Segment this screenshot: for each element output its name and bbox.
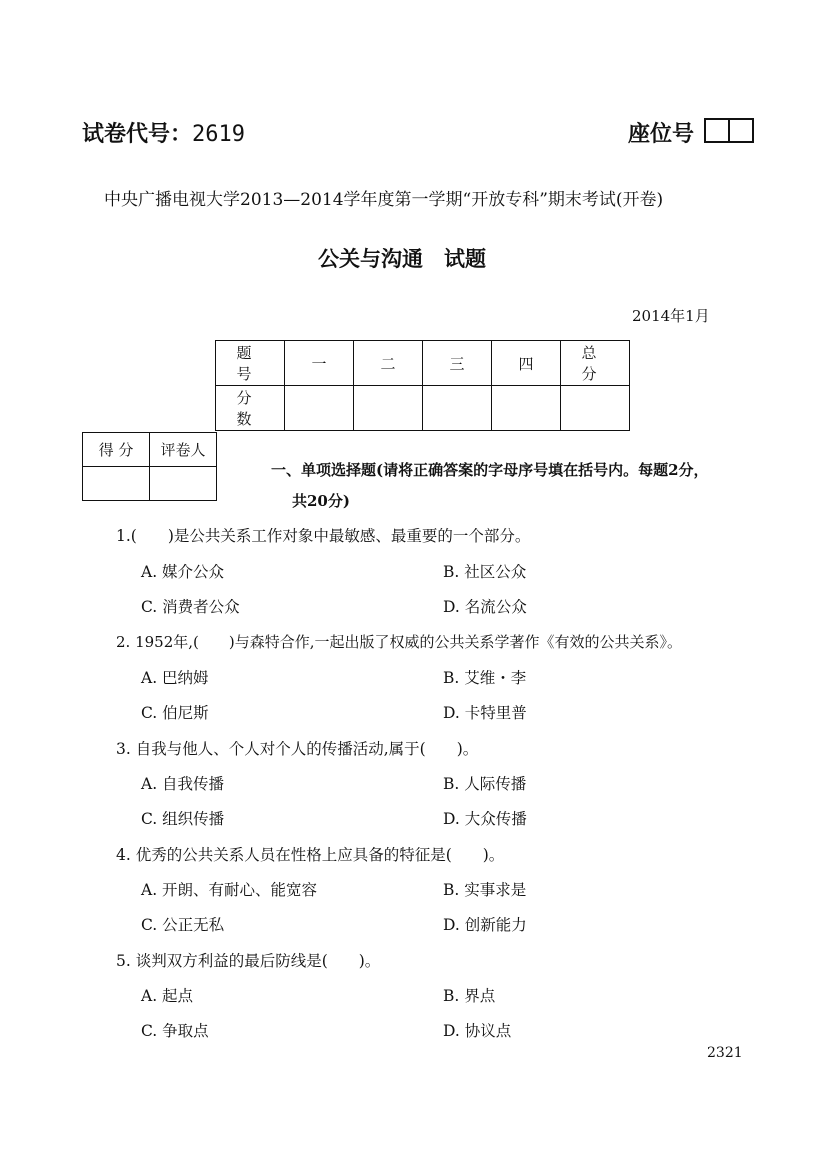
score-table-cell: 二 bbox=[354, 341, 423, 386]
option-d[interactable]: D. 创新能力 bbox=[443, 916, 527, 934]
option-a[interactable]: A. 起点 bbox=[141, 987, 194, 1005]
question-stem: 2. 1952年,( )与森特合作,一起出版了权威的公共关系学著作《有效的公共关系》。 bbox=[116, 633, 682, 651]
score-entry-cell[interactable] bbox=[354, 386, 423, 431]
option-b[interactable]: B. 实事求是 bbox=[443, 881, 527, 899]
score-table-score-row bbox=[216, 386, 630, 431]
seat-number-boxes[interactable] bbox=[704, 118, 754, 143]
option-c[interactable]: C. 争取点 bbox=[141, 1022, 209, 1040]
score-entry-cell[interactable] bbox=[423, 386, 492, 431]
score-table bbox=[215, 340, 630, 431]
paper-code-value: 2619 bbox=[192, 122, 245, 147]
option-d[interactable]: D. 名流公众 bbox=[443, 598, 527, 616]
score-entry-cell[interactable] bbox=[492, 386, 561, 431]
option-d[interactable]: D. 卡特里普 bbox=[443, 704, 527, 722]
option-a[interactable]: A. 自我传播 bbox=[141, 775, 225, 793]
grader-score-entry[interactable] bbox=[83, 467, 150, 501]
option-c[interactable]: C. 伯尼斯 bbox=[141, 704, 209, 722]
option-b[interactable]: B. 社区公众 bbox=[443, 563, 527, 581]
option-a[interactable]: A. 开朗、有耐心、能宽容 bbox=[141, 881, 318, 899]
score-table-cell: 分 数 bbox=[216, 386, 285, 431]
question-stem: 4. 优秀的公共关系人员在性格上应具备的特征是( )。 bbox=[116, 846, 505, 864]
page-number: 2321 bbox=[707, 1045, 743, 1061]
paper-code bbox=[82, 117, 245, 148]
option-c[interactable]: C. 消费者公众 bbox=[141, 598, 240, 616]
paper-code-label: 试卷代号： bbox=[82, 122, 193, 147]
option-d[interactable]: D. 协议点 bbox=[443, 1022, 512, 1040]
grader-box bbox=[82, 432, 217, 501]
grader-name-label: 评卷人 bbox=[150, 433, 217, 467]
subject-title: 公关与沟通 试题 bbox=[318, 247, 486, 271]
option-b[interactable]: B. 人际传播 bbox=[443, 775, 527, 793]
grader-score-label: 得 分 bbox=[83, 433, 150, 467]
score-table-cell: 三 bbox=[423, 341, 492, 386]
option-b[interactable]: B. 艾维・李 bbox=[443, 669, 527, 687]
score-entry-cell[interactable] bbox=[285, 386, 354, 431]
seat-number-label: 座位号 bbox=[628, 122, 695, 147]
question-stem: 1.( )是公共关系工作对象中最敏感、最重要的一个部分。 bbox=[116, 527, 531, 545]
section-title: 一、单项选择题(请将正确答案的字母序号填在括号内。每题2分， bbox=[271, 461, 709, 479]
exam-date: 2014年1月 bbox=[632, 307, 710, 325]
option-a[interactable]: A. 巴纳姆 bbox=[141, 669, 209, 687]
score-table-header-row bbox=[216, 341, 630, 386]
grader-name-entry[interactable] bbox=[150, 467, 217, 501]
score-table-cell: 题 号 bbox=[216, 341, 285, 386]
option-b[interactable]: B. 界点 bbox=[443, 987, 496, 1005]
score-table-cell: 一 bbox=[285, 341, 354, 386]
score-entry-cell[interactable] bbox=[561, 386, 630, 431]
option-c[interactable]: C. 组织传播 bbox=[141, 810, 225, 828]
section-title-continued: 共20分) bbox=[292, 492, 350, 510]
question-stem: 5. 谈判双方利益的最后防线是( )。 bbox=[116, 952, 381, 970]
option-c[interactable]: C. 公正无私 bbox=[141, 916, 225, 934]
option-a[interactable]: A. 媒介公众 bbox=[141, 563, 225, 581]
score-table-cell: 四 bbox=[492, 341, 561, 386]
question-stem: 3. 自我与他人、个人对个人的传播活动,属于( )。 bbox=[116, 740, 479, 758]
option-d[interactable]: D. 大众传播 bbox=[443, 810, 527, 828]
score-table-cell: 总 分 bbox=[561, 341, 630, 386]
exam-title: 中央广播电视大学2013—2014学年度第一学期“开放专科”期末考试(开卷) bbox=[104, 190, 664, 210]
